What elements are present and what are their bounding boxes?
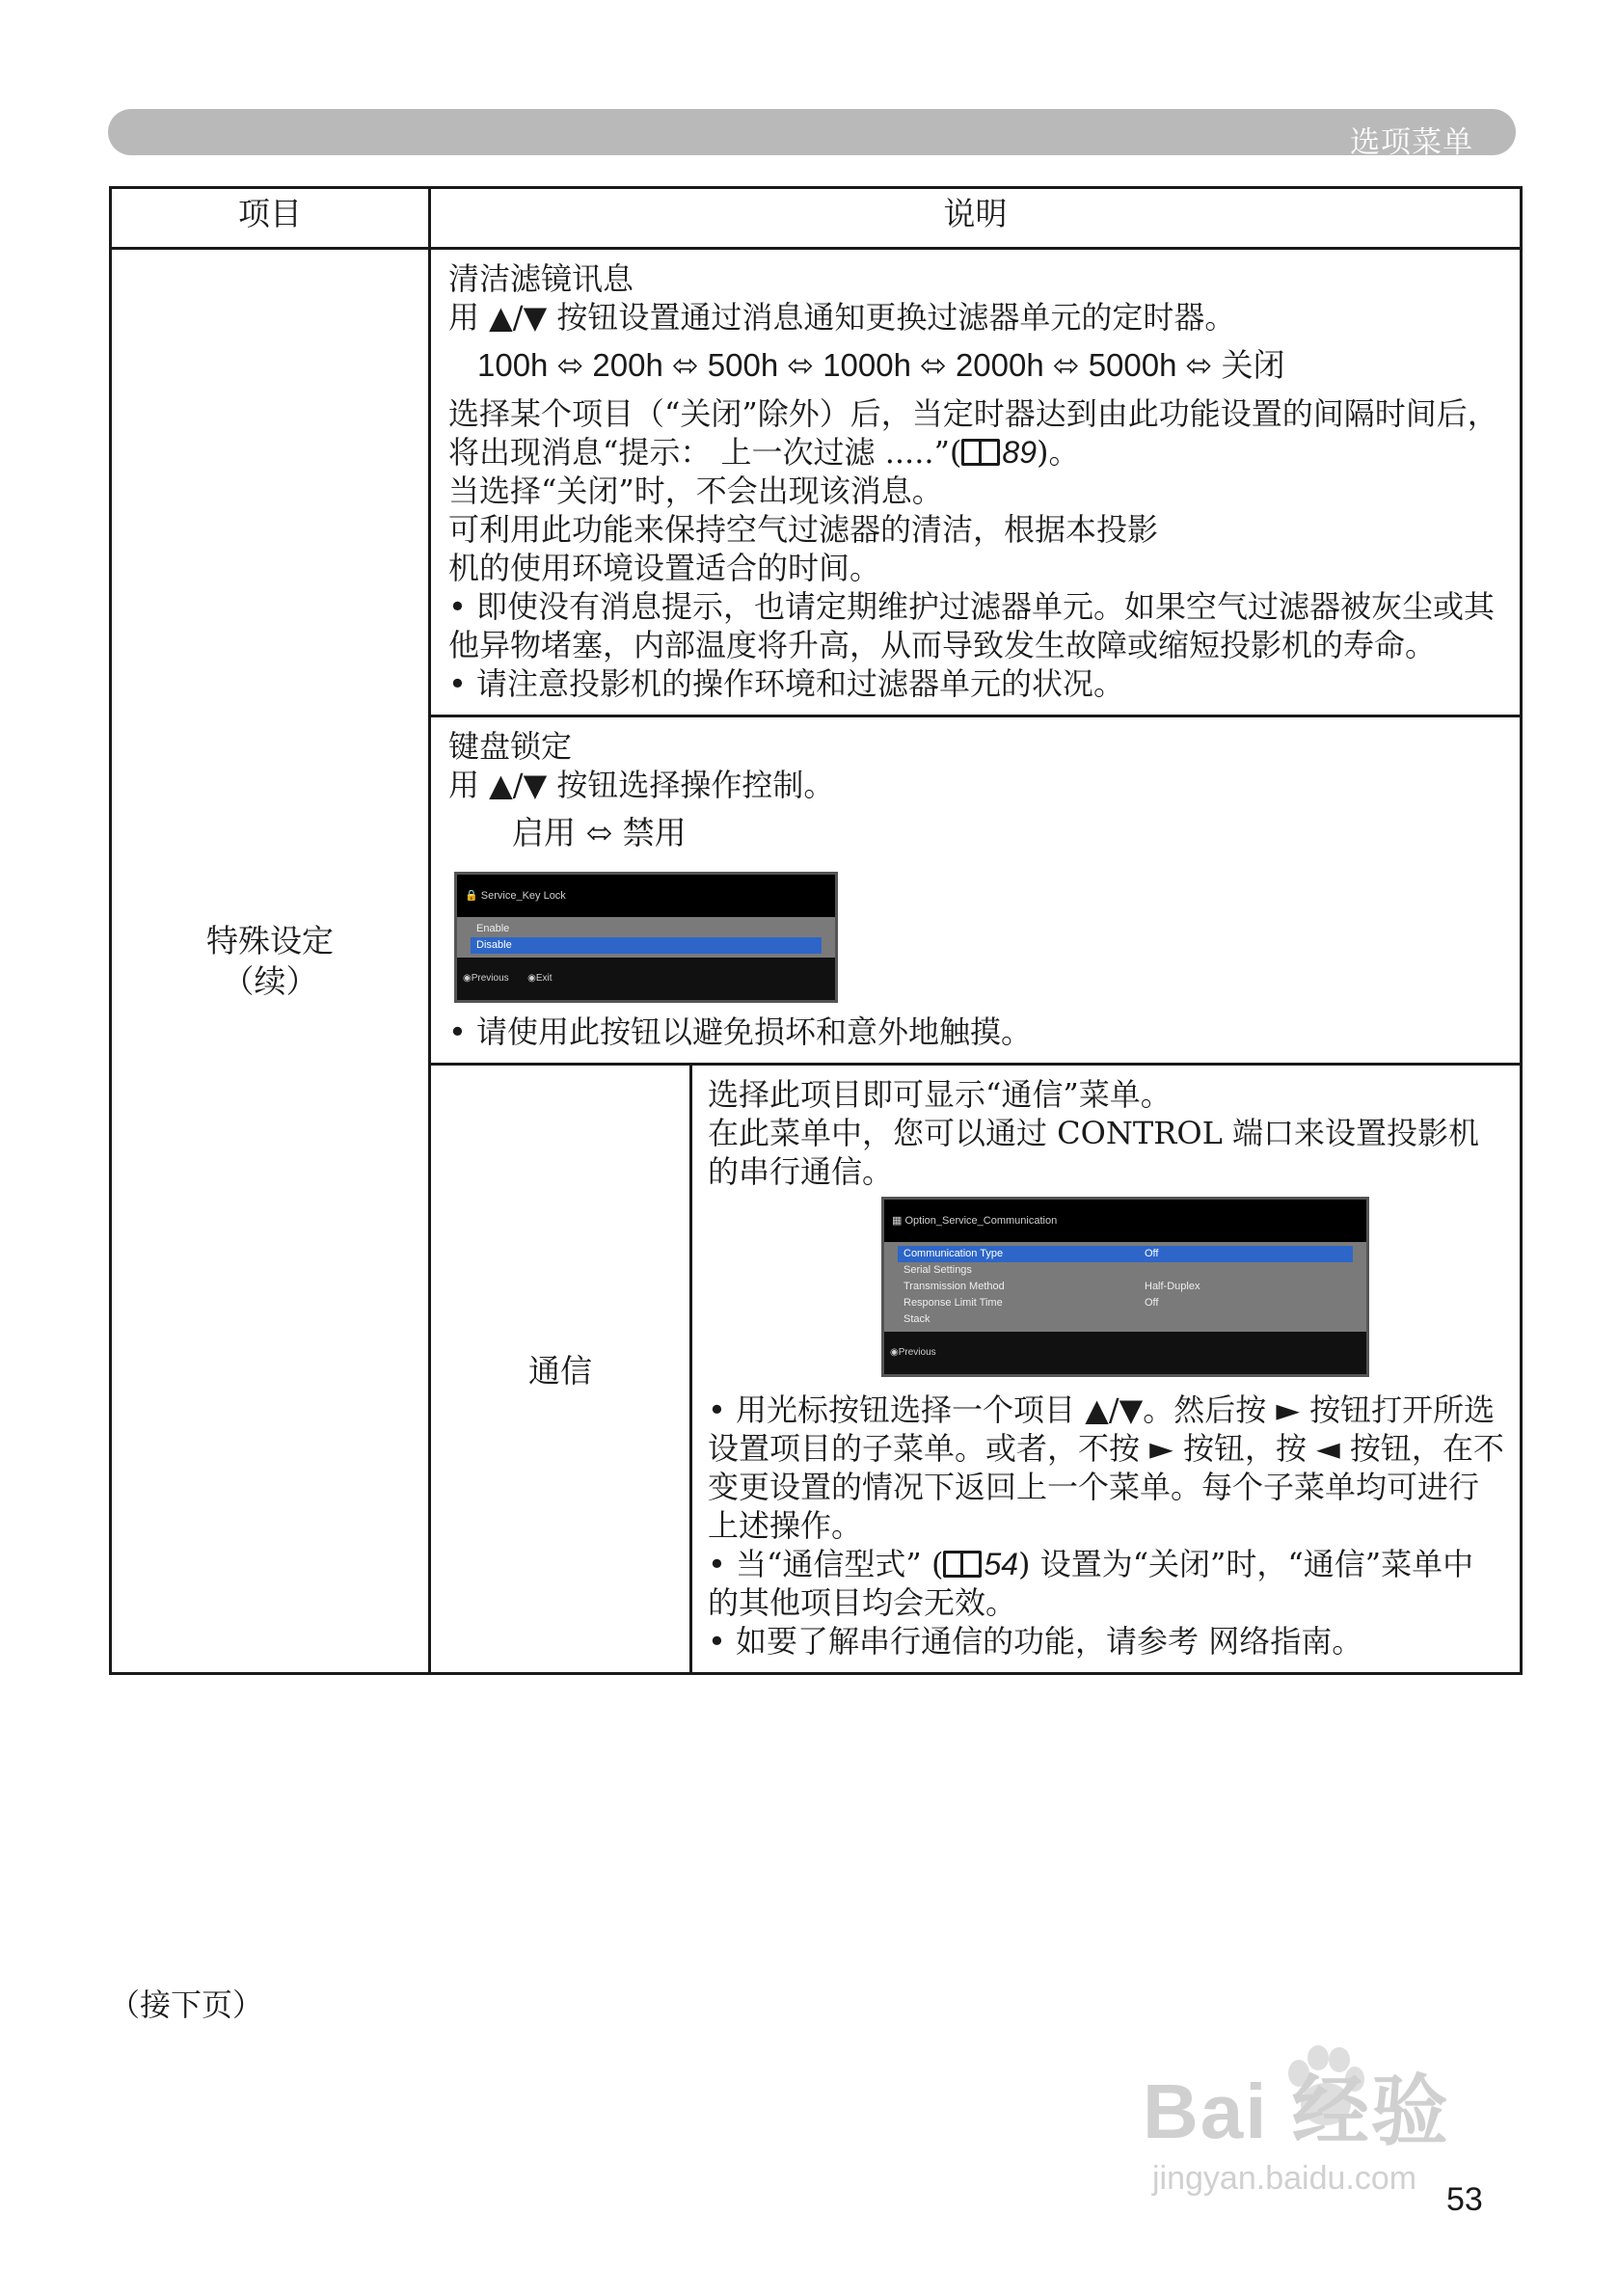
- filter-options: 100h ⬄ 200h ⬄ 500h ⬄ 1000h ⬄ 2000h ⬄ 5000h ⬄ 关闭: [477, 347, 1285, 383]
- comm-para-1: 选择此项目即可显示“通信”菜单。: [708, 1076, 1172, 1113]
- lock-icon: 🔒: [465, 890, 478, 902]
- keylock-menu-title: 🔒 Service_Key Lock: [457, 875, 835, 917]
- column-header-item: 项目: [111, 188, 430, 249]
- column-header-description: 说明: [430, 188, 1522, 249]
- filter-para-2: 当选择“关闭”时，不会出现该消息。: [448, 473, 943, 509]
- item-continued: （续）: [222, 961, 318, 1000]
- item-name-cell: [111, 249, 430, 1674]
- keylock-bullet-1: • 请使用此按钮以避免损坏和意外地触摸。: [448, 1013, 1033, 1050]
- description-cell: [430, 249, 1522, 1674]
- comm-menu-title: ▦ Option_Service_Communication: [884, 1200, 1366, 1242]
- filter-title: 清洁滤镜讯息: [448, 260, 634, 297]
- section-header-bar: [108, 109, 1516, 160]
- comm-bullet-1: • 用光标按钮选择一个项目 ▲/▼。然后按 ► 按钮打开所选设置项目的子菜单。或者，不按 ► 按钮，按 ◄ 按钮，在不变更设置的情况下返回上一个菜单。每个子菜单均可进行上述操作。: [708, 1391, 1504, 1544]
- keylock-title: 键盘锁定: [448, 728, 573, 765]
- exit-icon: ◉: [527, 973, 536, 984]
- comm-bullet-2: • 当“通信型式” ( 54) 设置为“关闭”时，“通信”菜单中的其他项目均会无效。: [708, 1546, 1474, 1621]
- communication-menu-screenshot: [881, 1197, 1369, 1377]
- keylock-section: [431, 715, 1520, 1063]
- keylock-menu-screenshot: [454, 872, 838, 1003]
- filter-para-3: 可利用此功能来保持空气过滤器的清洁，根据本投影: [448, 511, 1159, 548]
- keylock-menu-item-selected: Disable: [471, 937, 822, 954]
- page-number: 53: [1446, 2181, 1483, 2218]
- page-ref: 89: [1002, 435, 1038, 470]
- comm-menu-row: Stack: [903, 1313, 930, 1325]
- keylock-menu-item: Enable: [476, 923, 510, 934]
- filter-para-1: 选择某个项目（“关闭”除外）后，当定时器达到由此功能设置的间隔时间后，将出现消息“提示： 上一次过滤 .....”( 89)。: [448, 395, 1498, 471]
- section-title: 选项菜单: [1350, 125, 1473, 160]
- comm-menu-row: Serial Settings: [903, 1264, 972, 1276]
- options-table: [109, 186, 1523, 1675]
- communication-label: 通信: [431, 1065, 691, 1673]
- book-icon: [961, 439, 1000, 466]
- comm-bullet-3: • 如要了解串行通信的功能，请参考 网络指南。: [708, 1623, 1363, 1660]
- comm-menu-row: Response Limit Time Off: [903, 1297, 1159, 1309]
- watermark: [1143, 2049, 1450, 2198]
- keylock-menu-footer: ◉Previous ◉Exit: [457, 958, 835, 1000]
- watermark-url: jingyan.baidu.com: [1152, 2160, 1417, 2197]
- menu-icon: ▦: [892, 1215, 903, 1227]
- page-ref: 54: [984, 1547, 1019, 1581]
- communication-section: [692, 1066, 1520, 1672]
- watermark-brand: Bai 经验: [1143, 2068, 1450, 2154]
- filter-bullet-1: • 即使没有消息提示，也请定期维护过滤器单元。如果空气过滤器被灰尘或其他异物堵塞，内部温度将升高，从而导致发生故障或缩短投影机的寿命。: [448, 588, 1496, 663]
- keylock-instruction: 用 ▲/▼ 按钮选择操作控制。: [448, 767, 835, 803]
- previous-icon: ◉: [890, 1347, 899, 1358]
- comm-para-2: 在此菜单中，您可以通过 CONTROL 端口来设置投影机的串行通信。: [708, 1115, 1479, 1190]
- comm-menu-row-selected: Communication Type Off: [898, 1246, 1353, 1262]
- filter-message-section: [431, 250, 1520, 715]
- comm-menu-row: Transmission Method Half-Duplex: [903, 1281, 1200, 1292]
- previous-icon: ◉: [463, 973, 472, 984]
- communication-subtable: [431, 1063, 1520, 1672]
- item-name: 特殊设定: [206, 921, 334, 959]
- continued-note: （接下页）: [109, 1986, 264, 2023]
- filter-para-4: 机的使用环境设置适合的时间。: [448, 550, 881, 586]
- book-icon: [943, 1551, 982, 1578]
- filter-instruction: 用 ▲/▼ 按钮设置通过消息通知更换过滤器单元的定时器。: [448, 299, 1236, 336]
- filter-bullet-2: • 请注意投影机的操作环境和过滤器单元的状况。: [448, 665, 1125, 702]
- comm-menu-footer: ◉Previous: [884, 1332, 1366, 1374]
- keylock-options: 启用 ⬄ 禁用: [512, 814, 687, 851]
